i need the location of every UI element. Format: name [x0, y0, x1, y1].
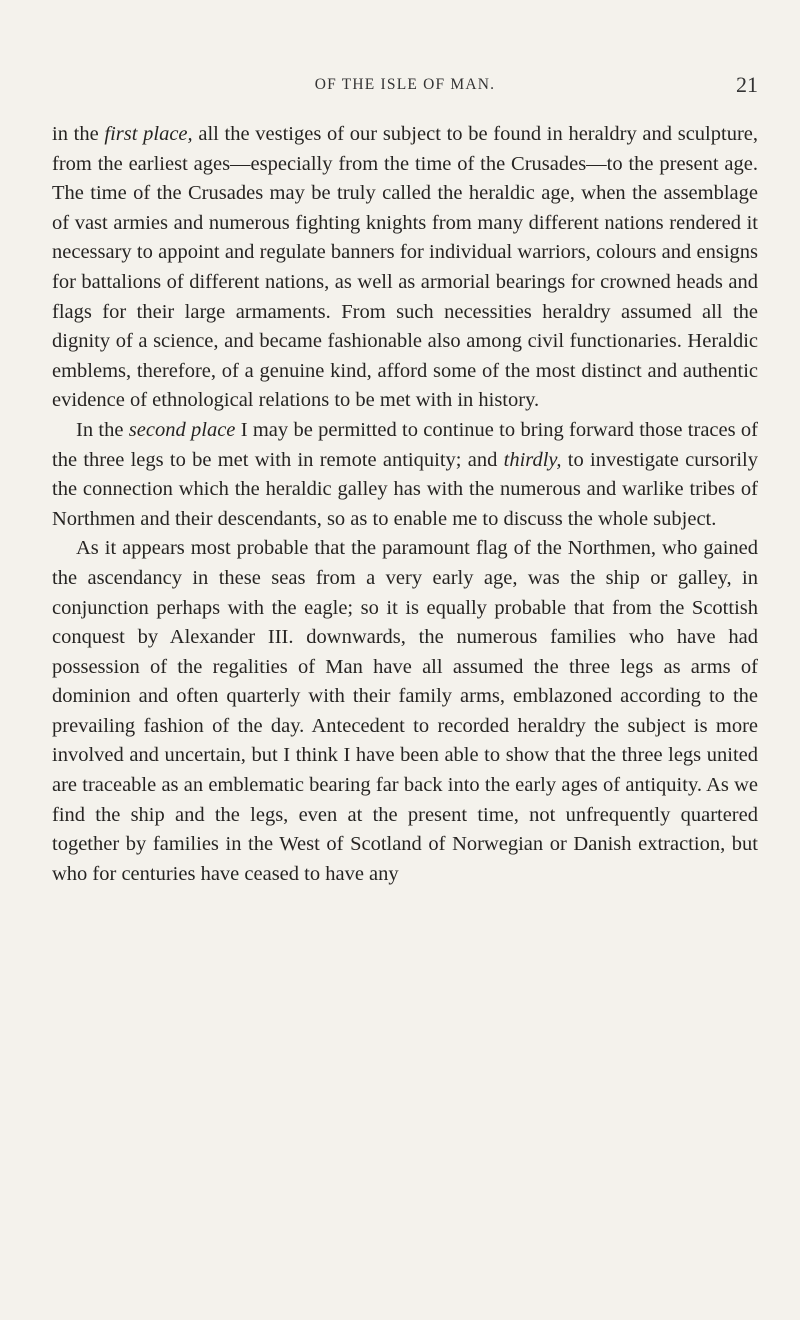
body-text — [52, 120, 758, 889]
paragraph-1 — [52, 120, 758, 416]
page-number: 21 — [736, 72, 758, 97]
text-run: I may be permitted to continue to bring forward those traces of the three legs to be met with in remote antiquity; and — [52, 418, 759, 471]
text-run: to investigate cursorily the connection which the heraldic galley has with the numerous and warlike tribes of Northmen and their descendants, so as to enable me to discuss the whole subject. — [52, 448, 758, 530]
paragraph-3 — [52, 534, 758, 889]
paragraph-2 — [52, 416, 758, 534]
text-run: all the vestiges of our subject to be found in heraldry and sculpture, from the earliest ages—especially from the time of the Crusades—to the present age. The time of the Crusades may be truly called the heraldic age, when the assemblage of vast armies and numerous fighting knights from many different nations rendered it necessary to appoint and regulate banners for individual warriors, colours and ensigns for battalions of different nations, as well as armorial bearings for crowned heads and flags for their large armaments. From such necessities heraldry assumed all the dignity of a science, and became fashionable also among civil functionaries. Heraldic emblems, therefore, of a genuine kind, afford some of the most distinct and authentic evidence of ethnological relations to be met with in history. — [52, 123, 758, 412]
italic-run: second place — [128, 418, 236, 441]
text-run: As it appears most probable that the paramount flag of the Northmen, who gained the ascendancy in these seas from a very early age, was the ship or galley, in conjunction perhaps with the eagle; so it is equally probable that from the Scottish conquest by Alexander III. downwards, the numerous families who have had possession of the regalities of Man have all assumed the three legs as arms of dominion and often quarterly with their family arms, emblazoned according to the prevailing fashion of the day. Antecedent to recorded heraldry the subject is more involved and uncertain, but I think I have been able to show that the three legs united are traceable as an emblematic bearing far back into the early ages of antiquity. As we find the ship and the legs, even at the present time, not unfrequently quartered together by families in the West of Scotland of Norwegian or Danish extraction, but who for centuries have ceased to have any — [52, 537, 758, 885]
running-title: OF THE ISLE OF MAN. — [314, 76, 496, 93]
text-run: In the — [76, 418, 129, 441]
text-run: in the — [52, 123, 105, 145]
italic-run: thirdly, — [503, 448, 562, 471]
italic-run: first place, — [104, 123, 193, 145]
running-head — [52, 72, 758, 106]
